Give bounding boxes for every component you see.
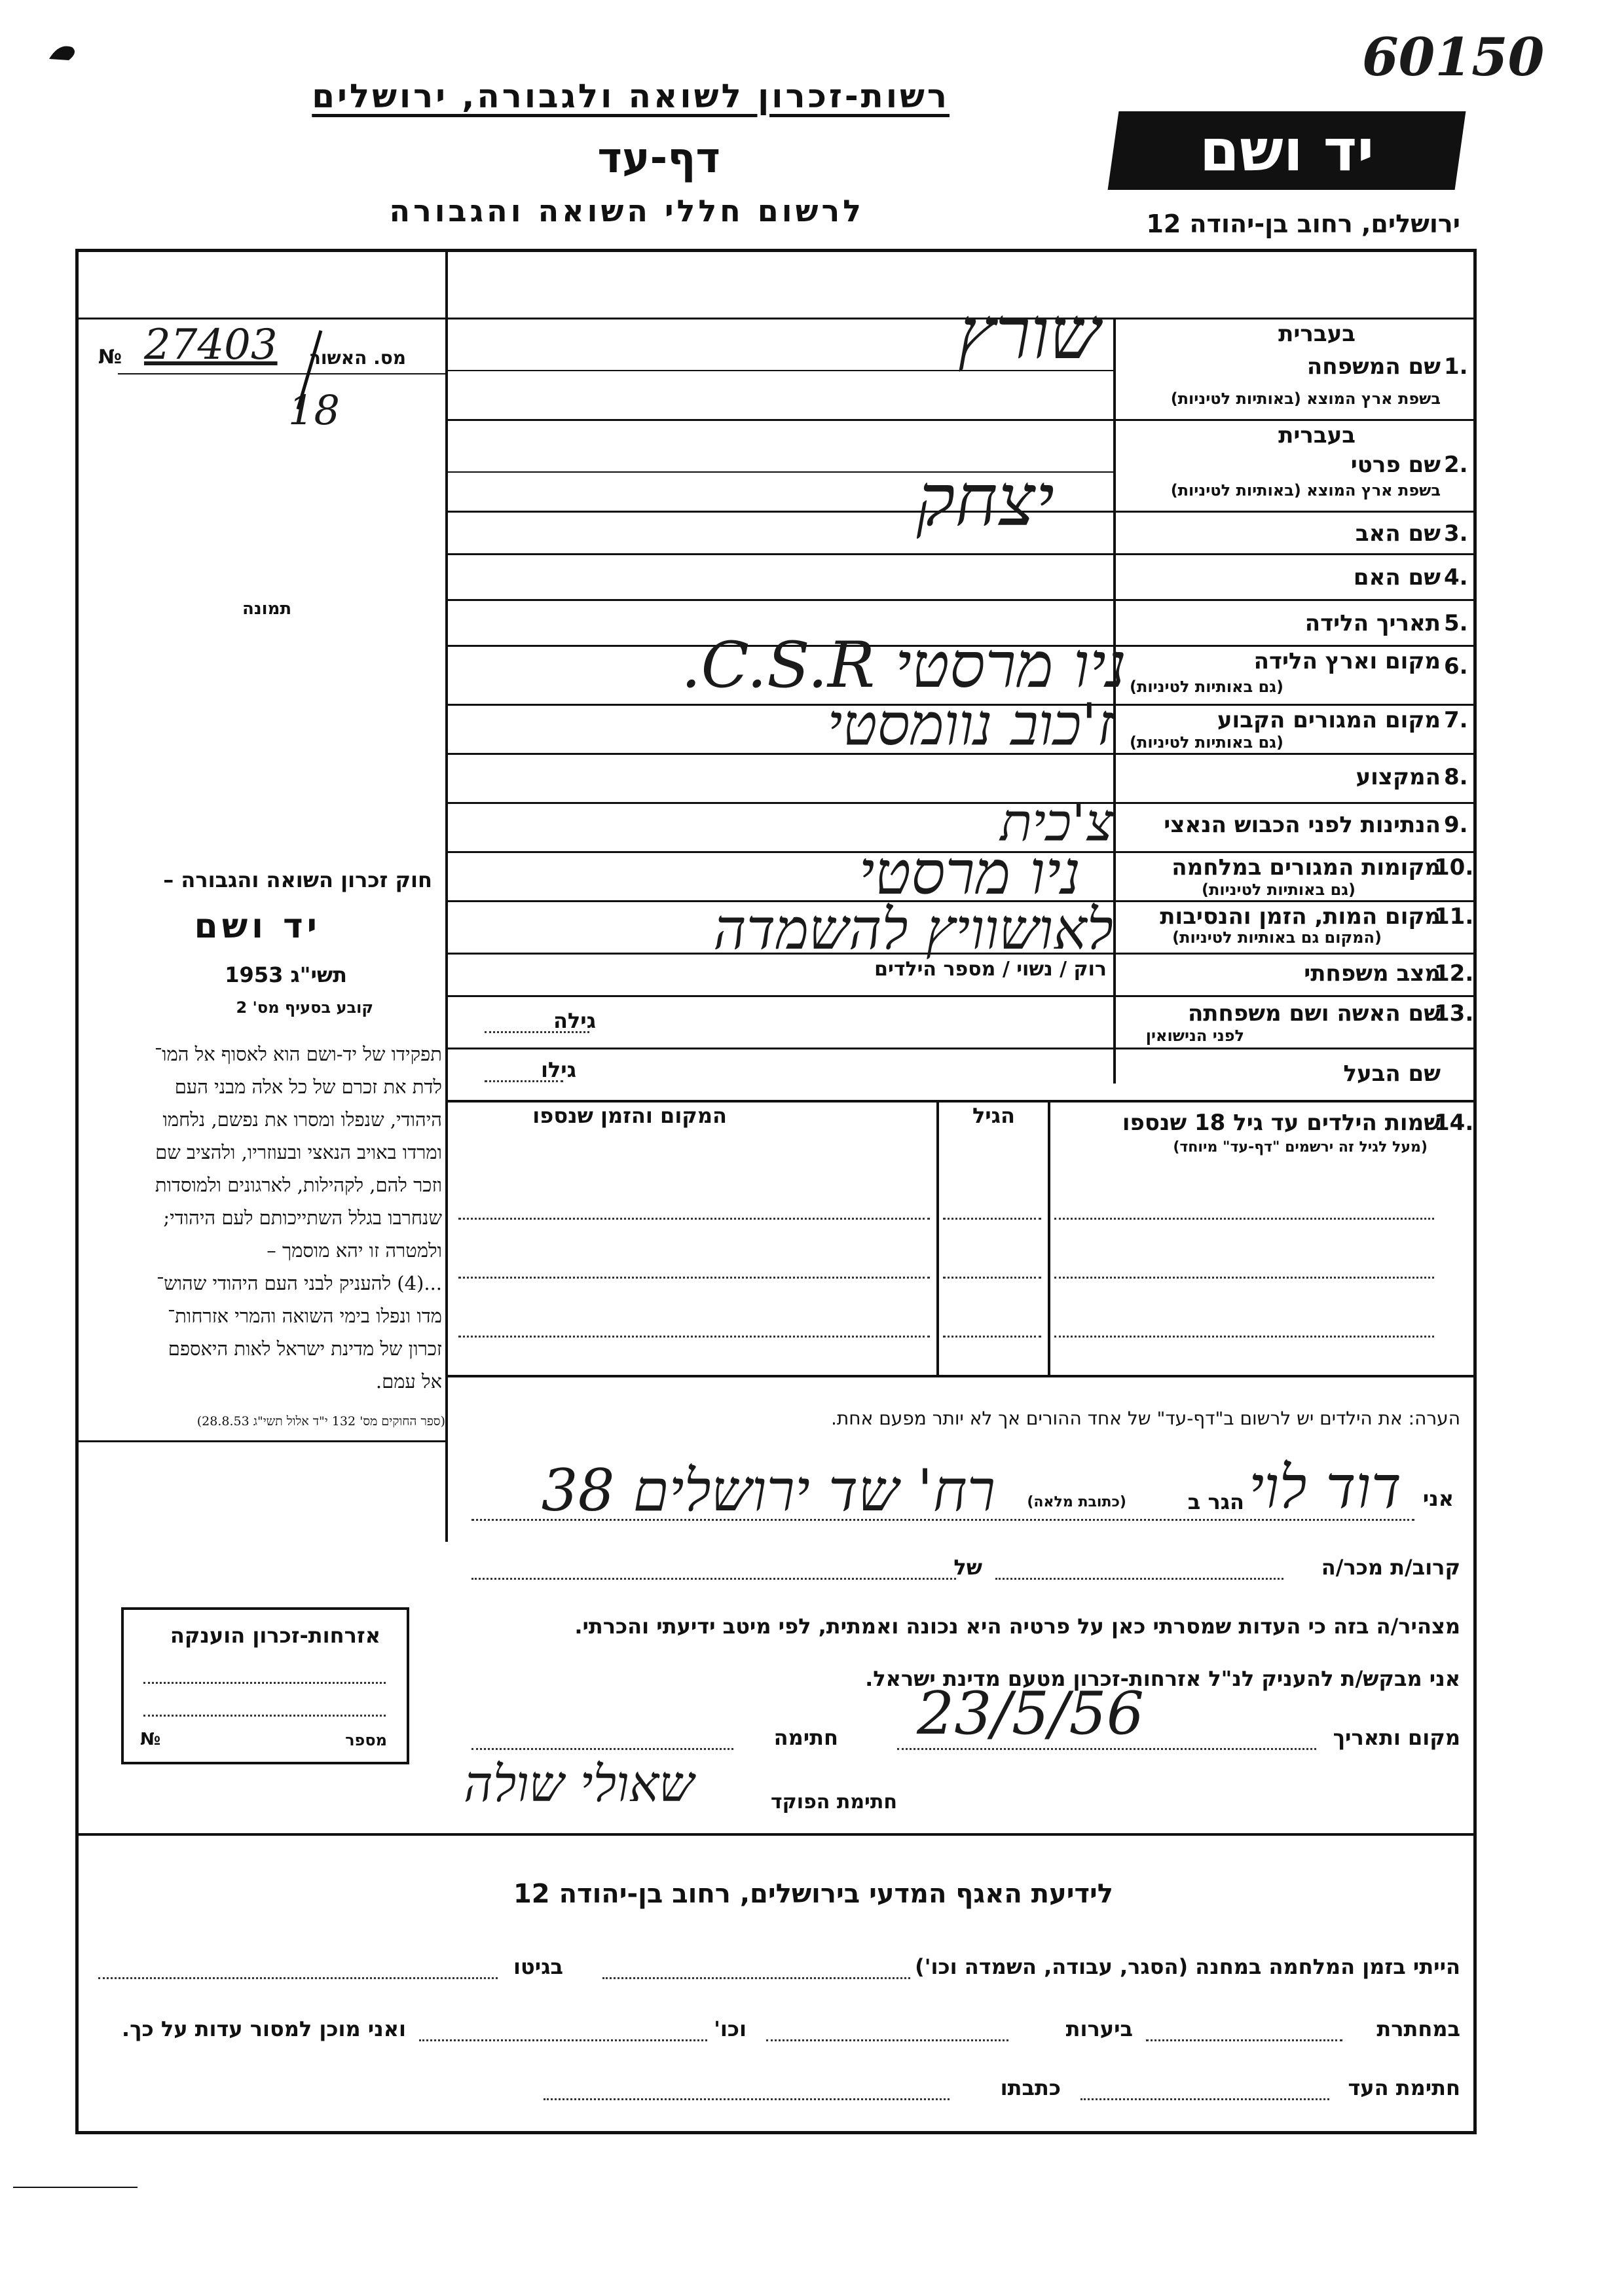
- footer-dots: [98, 1977, 498, 1979]
- slash-mark: [288, 327, 327, 415]
- children-row: [1054, 1218, 1434, 1220]
- law-text: [79, 1038, 442, 1398]
- reg-no-sign: №: [98, 346, 122, 369]
- law-line: ...(4) להעניק לבני העם היהודי שהוש־: [156, 1272, 442, 1294]
- children-row: [943, 1218, 1041, 1220]
- relative-label: קרוב/ת מכר/ה: [1321, 1555, 1460, 1580]
- field-12-label: מצב משפחתי: [1304, 960, 1441, 987]
- age-male-label: גילו: [540, 1057, 576, 1082]
- children-label: שמות הילדים עד גיל 18 שנספו: [1122, 1110, 1441, 1136]
- row-line: [445, 1100, 1477, 1102]
- age-col-header: הגיל: [972, 1103, 1015, 1128]
- field-3-num: 3.: [1444, 520, 1468, 547]
- footer-line2-a: במחתרת: [1376, 2016, 1460, 2041]
- footer-line1-a: הייתי בזמן המלחמה במחנה (הסגר, עבודה, השמדה וכו'): [915, 1954, 1460, 1979]
- field-13-num: 13.: [1434, 1000, 1474, 1027]
- field-2-num: 2.: [1444, 452, 1468, 478]
- value-residence: ז'כוב נוומסטי: [827, 691, 1113, 758]
- relative-dots: [995, 1578, 1283, 1580]
- children-col-divider: [936, 1100, 939, 1375]
- bottom-mark: [13, 2187, 138, 2188]
- top-row-line: [75, 318, 1477, 319]
- children-bottom: [445, 1375, 1477, 1377]
- left-bottom-line: [75, 1440, 445, 1442]
- field-1-subtop: בעברית: [1278, 321, 1356, 347]
- request: אני מבקש/ת להעניק לנ"ל אזרחות-זכרון מטעם מדינת ישראל.: [865, 1666, 1460, 1691]
- value-nationality: צ'כית: [1000, 792, 1113, 853]
- children-row: [1054, 1336, 1434, 1338]
- citizenship-title: אזרחות-זכרון הוענקה: [170, 1623, 380, 1648]
- footer-dots: [544, 2098, 950, 2100]
- field-10-sub: (גם באותיות לטיניות): [1202, 881, 1356, 899]
- i-label: אני: [1422, 1486, 1454, 1511]
- declarant-name: דוד לוי: [1248, 1453, 1401, 1522]
- row-line: [445, 802, 1477, 804]
- children-row: [458, 1277, 930, 1279]
- reg-no-suffix: 18: [288, 386, 340, 434]
- footer-line3-b: כתבתו: [1000, 2075, 1061, 2100]
- husband-label: שם הבעל: [1343, 1061, 1441, 1087]
- of-dots: [471, 1578, 956, 1580]
- law-line: שנחרבו בגלל השתייכותם לעם היהודי;: [163, 1207, 442, 1229]
- law-year: תשי"ג 1953: [225, 962, 347, 987]
- footer-dots: [1080, 2098, 1329, 2100]
- row-line: [445, 419, 1477, 421]
- footer-line1-b: בגיטו: [513, 1954, 563, 1979]
- field-7-label: מקום המגורים הקבוע: [1217, 707, 1441, 733]
- field-6-label: מקום וארץ הלידה: [1253, 648, 1441, 674]
- row-line: [445, 599, 1477, 601]
- reg-no-label: מס. האשור: [310, 347, 406, 369]
- citizenship-dots: [143, 1715, 386, 1717]
- field-4-label: שם האם: [1353, 564, 1441, 591]
- footer-dots: [602, 1977, 910, 1979]
- address: ירושלים, רחוב בן-יהודה 12: [1146, 210, 1460, 238]
- age-male-dots: [485, 1080, 563, 1082]
- form-title: דף-עד: [597, 134, 720, 183]
- field-9-num: 9.: [1444, 812, 1468, 838]
- place-date-value: 23/5/56: [917, 1679, 1144, 1748]
- value-death-place: לאושוויץ להשמדה: [713, 897, 1113, 962]
- left-col-divider: [445, 249, 448, 1542]
- statement: מצהיר/ה בזה כי העדות שמסרתי כאן על פרטיה היא נכונה ואמתית, לפי מיטב ידיעתי והכרתי.: [574, 1614, 1460, 1639]
- law-line: וזכר להם, לקהילות, לארגונים ולמוסדות: [155, 1174, 442, 1196]
- address-dots: [471, 1519, 1414, 1521]
- stamp-number: 60150: [1362, 26, 1545, 88]
- citizenship-number-label: מספר: [345, 1731, 387, 1749]
- field-11-sub: (המקום גם באותיות לטיניות): [1172, 928, 1382, 947]
- field-12-num: 12.: [1434, 960, 1474, 987]
- law-title: חוק זכרון השואה והגבורה –: [163, 867, 432, 892]
- value-war-residence: ניו מרסטי: [858, 838, 1080, 908]
- label-text: שם המשפחה: [1306, 354, 1441, 380]
- footer-line2-d: ואני מוכן למסור עדות על כך.: [121, 2016, 406, 2041]
- field-13-sub: לפני הנישואין: [1145, 1027, 1244, 1045]
- field-10-label: מקומות המגורים במלחמה: [1172, 854, 1441, 881]
- footer-line2-c: וכו': [714, 2016, 747, 2041]
- resides-label: הגר ב: [1187, 1489, 1244, 1514]
- field-2-sub: בשפת ארץ המוצא (באותיות לטיניות): [1170, 481, 1441, 500]
- children-row: [1054, 1277, 1434, 1279]
- children-row: [943, 1277, 1041, 1279]
- children-row: [458, 1218, 930, 1220]
- field-8-label: המקצוע: [1356, 764, 1441, 790]
- photo-label: תמונה: [242, 599, 292, 619]
- field-4-num: 4.: [1444, 564, 1468, 591]
- reg-no-value: 27403: [144, 321, 278, 369]
- value-family-name: שורץ: [957, 291, 1100, 375]
- field-5-label: תאריך הלידה: [1304, 610, 1441, 636]
- field-7-num: 7.: [1444, 707, 1468, 733]
- value-first-name: יצחק: [916, 458, 1054, 542]
- field-1-sub: בשפת ארץ המוצא (באותיות לטיניות): [1170, 390, 1441, 408]
- row-line: [445, 995, 1477, 997]
- authority-title: רשות-זכרון לשואה ולגבורה, ירושלים: [312, 77, 950, 115]
- law-line: תפקידו של יד-ושם הוא לאסוף אל המו־: [155, 1043, 442, 1065]
- value-birthplace: ניו מרסטי C.S.R.: [680, 629, 1126, 702]
- law-source: (ספר החוקים מס' 132 י"ד אלול תשי"ג 28.8.53): [196, 1414, 445, 1429]
- law-name: יד ושם: [194, 907, 321, 946]
- logo-text: יד ושם: [1199, 117, 1375, 184]
- scan-mark: [46, 39, 85, 65]
- citizenship-box: [121, 1607, 409, 1764]
- children-num: 14.: [1434, 1110, 1474, 1136]
- age-female-label: גילה: [553, 1008, 596, 1033]
- field-7-sub: (גם באותיות לטיניות): [1130, 733, 1283, 752]
- place-date-dots: [897, 1748, 1316, 1750]
- field-6-num: 6.: [1444, 653, 1468, 680]
- children-row: [943, 1336, 1041, 1338]
- law-line: היהודי, שנפלו ומסרו את נפשם, נלחמו: [162, 1108, 442, 1131]
- yad-vashem-logo: [1108, 111, 1466, 190]
- children-col-divider: [1048, 1100, 1050, 1375]
- row-line: [445, 1048, 1477, 1049]
- reg-no-underline: [118, 373, 445, 374]
- citizenship-dots: [143, 1682, 386, 1684]
- place-date-label: מקום ותאריך: [1333, 1725, 1460, 1750]
- children-sub: (מעל לגיל זה ירשמים "דף-עד" מיוחד): [1173, 1139, 1428, 1156]
- field-2-label: שם פרטי: [1350, 452, 1441, 478]
- signature-dots: [471, 1748, 733, 1750]
- law-line: ומרדו באויב הנאצי ובעוזריו, ולהציב שם: [155, 1141, 442, 1163]
- row-line: [445, 553, 1477, 555]
- footer-line3-a: חתימת העד: [1348, 2075, 1460, 2100]
- field-1-label: [1307, 354, 1441, 380]
- footer-dots: [1146, 2039, 1342, 2041]
- field-3-label: שם האב: [1355, 520, 1441, 547]
- law-line: ולמטרה זו יהא מוסמך –: [267, 1239, 442, 1262]
- footer-title: לידיעת האגף המדעי בירושלים, רחוב בן-יהודה 12: [513, 1879, 1113, 1909]
- field-10-num: 10.: [1434, 854, 1474, 881]
- form-subtitle: לרשום חללי השואה והגבורה: [389, 193, 864, 228]
- law-line: מדו ונפלו בימי השואה והמרי אזרחות־: [167, 1305, 442, 1327]
- field-11-label: מקום המות, הזמן והנסיבות: [1160, 903, 1441, 930]
- age-female-dots: [485, 1031, 589, 1033]
- footer-dots: [419, 2039, 707, 2041]
- officer-signature: שאולי שולה: [464, 1755, 694, 1813]
- footer-divider: [75, 1833, 1477, 1836]
- of-label: של: [953, 1555, 982, 1580]
- place-col-header: המקום והזמן שנספו: [532, 1103, 727, 1128]
- signature-label: חתימה: [773, 1725, 838, 1750]
- law-line: זכרון של מדינת ישראל לאות היאספם: [168, 1338, 442, 1360]
- law-line: לדת את זכרם של כל אלה מבני העם: [174, 1076, 442, 1098]
- field-5-num: 5.: [1444, 610, 1468, 636]
- field-8-num: 8.: [1444, 764, 1468, 790]
- law-line: אל עמם.: [375, 1370, 442, 1393]
- field-11-num: 11.: [1434, 903, 1474, 930]
- footer-line2-b: ביערות: [1065, 2016, 1133, 2041]
- field-2-subtop: בעברית: [1278, 422, 1356, 448]
- full-address-label: (כתובת מלאה): [1027, 1494, 1126, 1510]
- address-value: רח' שד ירושלים 38: [541, 1457, 995, 1524]
- field-13-label: שם האשה ושם משפחתה: [1187, 1000, 1441, 1027]
- officer-label: חתימת הפוקד: [771, 1791, 897, 1813]
- children-row: [458, 1336, 930, 1338]
- footer-dots: [766, 2039, 1008, 2041]
- field-9-label: הנתינות לפני הכבוש הנאצי: [1164, 812, 1441, 838]
- law-section: קובע בסעיף מס' 2: [236, 998, 373, 1017]
- note: הערה: את הילדים יש לרשום ב"דף-עד" של אחד ההורים אך לא יותר מפעם אחת.: [830, 1408, 1460, 1429]
- field-6-sub: (גם באותיות לטיניות): [1130, 678, 1283, 696]
- marital-options: רוק / נשוי / מספר הילדים: [874, 958, 1107, 981]
- field-1-num: 1.: [1444, 354, 1468, 380]
- citizenship-number-sign: №: [140, 1730, 161, 1749]
